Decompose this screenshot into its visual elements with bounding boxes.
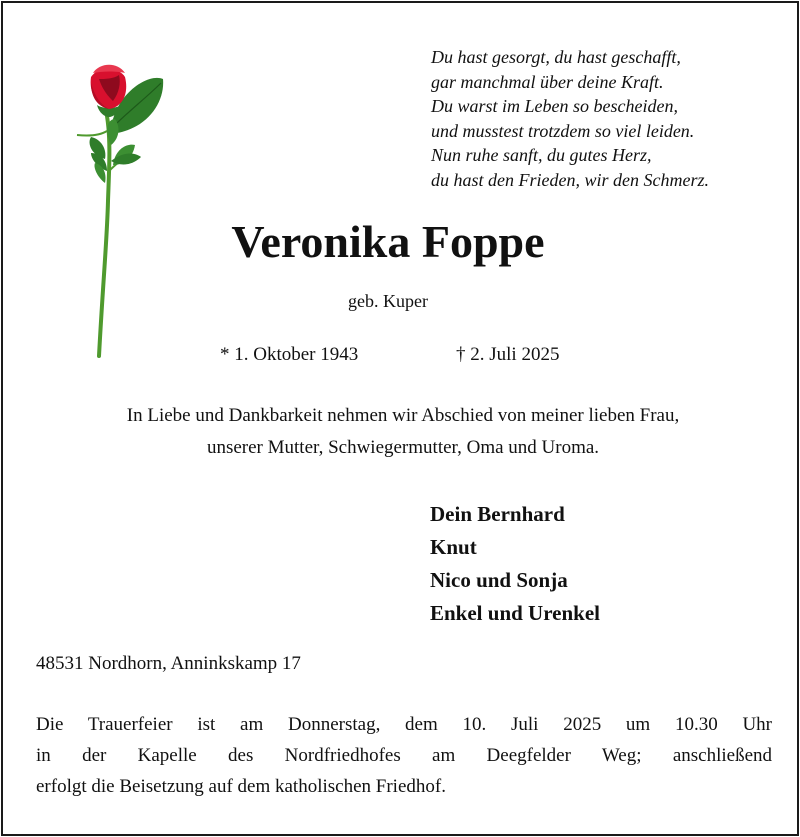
poem-line: Du warst im Leben so bescheiden, [431, 96, 678, 116]
family-member: Dein Bernhard [430, 502, 565, 526]
family-member: Enkel und Urenkel [430, 601, 600, 625]
family-signatures [430, 498, 600, 630]
poem-line: Nun ruhe sanft, du gutes Herz, [431, 145, 652, 165]
family-member: Knut [430, 535, 477, 559]
poem-line: Du hast gesorgt, du hast geschafft, [431, 47, 681, 67]
poem-line: gar manchmal über deine Kraft. [431, 71, 664, 92]
funeral-info [36, 709, 772, 802]
obituary-notice [1, 1, 799, 836]
funeral-line: in der Kapelle des Nordfriedhofes am Deegfelder Weg; anschließend [36, 745, 772, 766]
maiden-name: geb. Kuper [348, 291, 428, 311]
rose-icon [69, 61, 169, 361]
farewell-text [3, 400, 800, 464]
funeral-line: erfolgt die Beisetzung auf dem katholischen Friedhof. [36, 776, 446, 797]
poem [431, 45, 791, 192]
poem-line: und musstest trotzdem so viel leiden. [431, 120, 695, 141]
funeral-line: Die Trauerfeier ist am Donnerstag, dem 10. Juli 2025 um 10.30 Uhr [36, 714, 772, 735]
address: 48531 Nordhorn, Anninkskamp 17 [36, 653, 301, 674]
rose-leaf [111, 154, 141, 165]
deceased-name: Veronika Foppe [231, 216, 545, 267]
farewell-line: unserer Mutter, Schwiegermutter, Oma und Uroma. [206, 437, 600, 458]
death-date: † 2. Juli 2025 [456, 344, 560, 365]
family-member: Nico und Sonja [430, 568, 568, 592]
rose-branch [77, 131, 107, 136]
birth-date: * 1. Oktober 1943 [220, 344, 359, 365]
farewell-line: In Liebe und Dankbarkeit nehmen wir Abschied von meiner lieben Frau, [126, 405, 680, 426]
poem-line: du hast den Frieden, wir den Schmerz. [431, 169, 709, 190]
